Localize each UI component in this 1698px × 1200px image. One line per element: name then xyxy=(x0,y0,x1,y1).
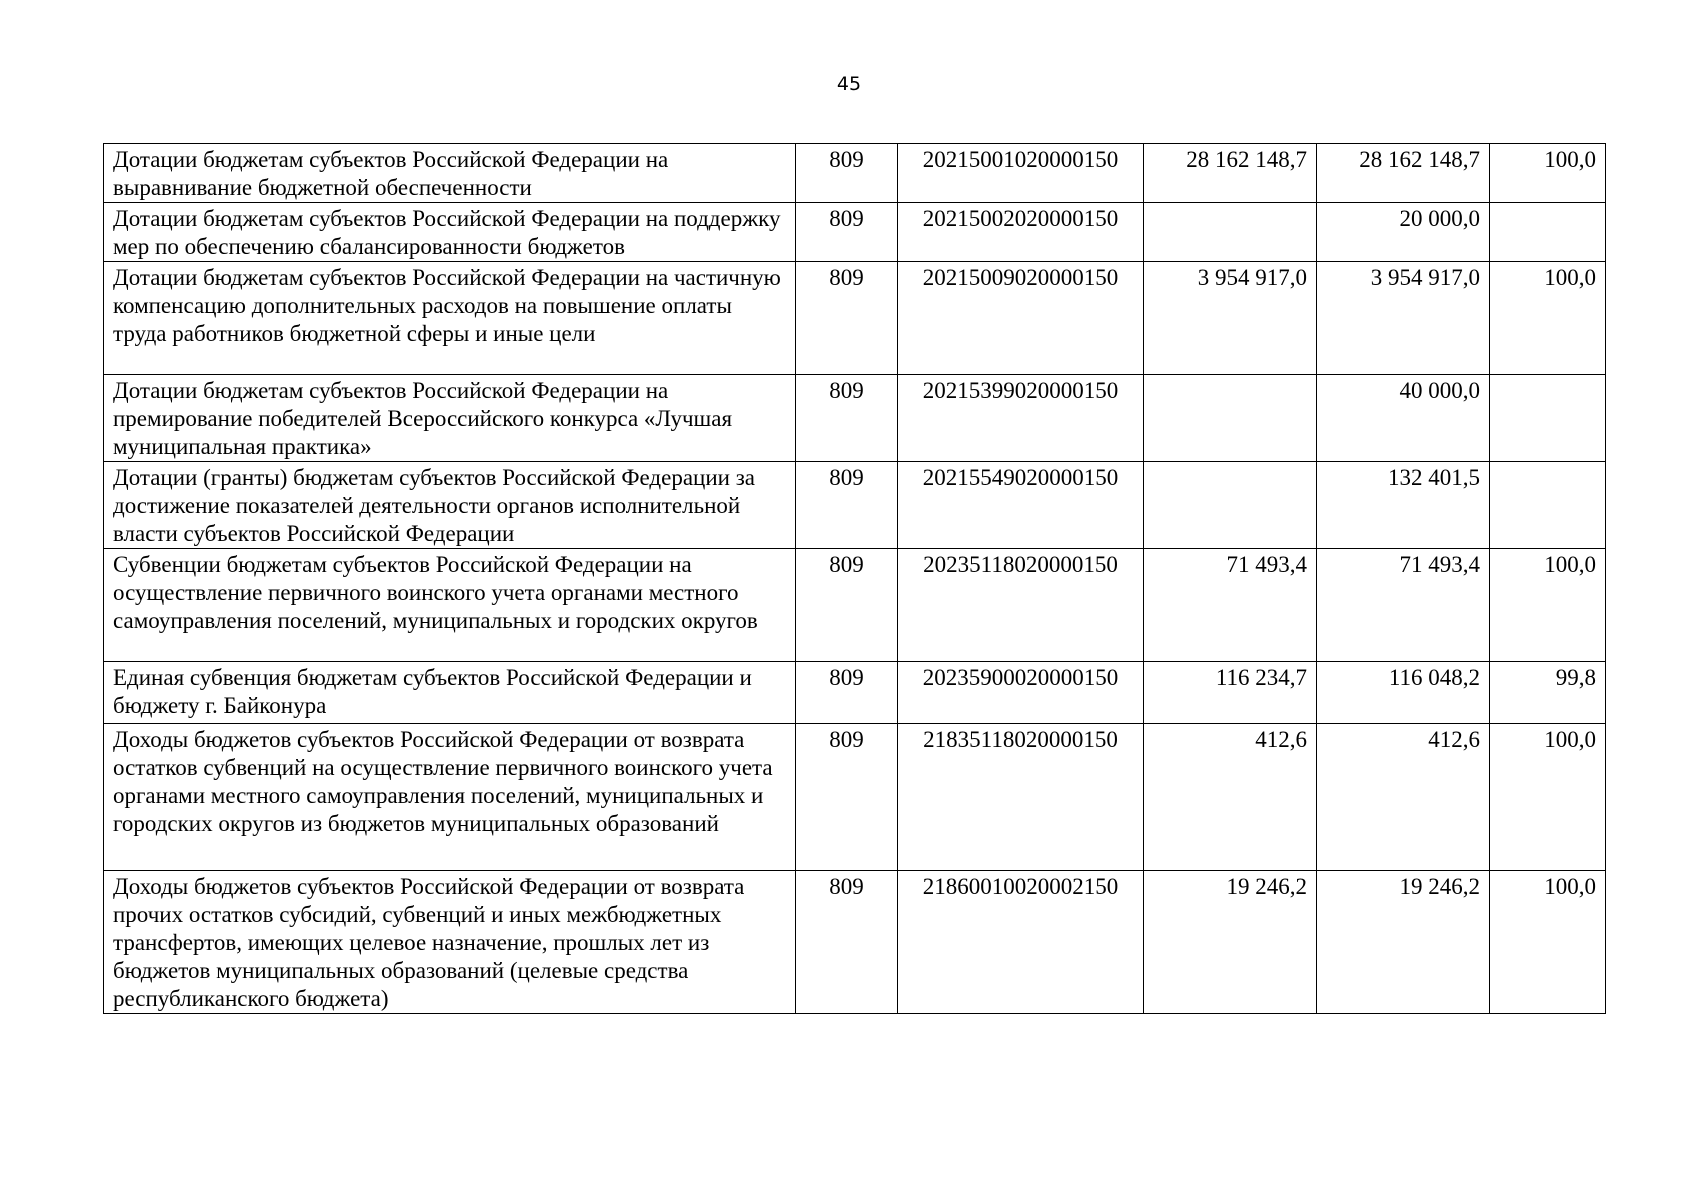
budget-code-cell: 20215399020000150 xyxy=(898,375,1144,462)
actual-amount-cell: 19 246,2 xyxy=(1317,871,1490,1014)
budget-code-cell: 20235900020000150 xyxy=(898,662,1144,724)
page-number: 45 xyxy=(836,73,862,95)
planned-amount-cell xyxy=(1144,462,1317,549)
revenue-name-cell: Дотации бюджетам субъектов Российской Федерации на выравнивание бюджетной обеспеченности xyxy=(104,144,796,203)
revenue-name-cell: Единая субвенция бюджетам субъектов Российской Федерации и бюджету г. Байконура xyxy=(104,662,796,724)
planned-amount-cell: 412,6 xyxy=(1144,724,1317,871)
planned-amount-cell: 19 246,2 xyxy=(1144,871,1317,1014)
actual-amount-cell: 71 493,4 xyxy=(1317,549,1490,662)
admin-code-cell: 809 xyxy=(796,871,898,1014)
budget-code-cell: 20215549020000150 xyxy=(898,462,1144,549)
table-row xyxy=(104,549,1606,662)
percent-cell: 100,0 xyxy=(1490,871,1606,1014)
percent-cell: 99,8 xyxy=(1490,662,1606,724)
revenue-name-cell: Дотации бюджетам субъектов Российской Федерации на премирование победителей Всероссийского конкурса «Лучшая муниципальная практика» xyxy=(104,375,796,462)
admin-code-cell: 809 xyxy=(796,724,898,871)
admin-code-cell: 809 xyxy=(796,203,898,262)
revenue-name-cell: Дотации бюджетам субъектов Российской Федерации на поддержку мер по обеспечению сбалансированности бюджетов xyxy=(104,203,796,262)
table-row xyxy=(104,375,1606,462)
budget-code-cell: 20215002020000150 xyxy=(898,203,1144,262)
actual-amount-cell: 116 048,2 xyxy=(1317,662,1490,724)
table-row xyxy=(104,662,1606,724)
actual-amount-cell: 28 162 148,7 xyxy=(1317,144,1490,203)
percent-cell xyxy=(1490,462,1606,549)
planned-amount-cell: 116 234,7 xyxy=(1144,662,1317,724)
actual-amount-cell: 40 000,0 xyxy=(1317,375,1490,462)
planned-amount-cell: 71 493,4 xyxy=(1144,549,1317,662)
admin-code-cell: 809 xyxy=(796,144,898,203)
admin-code-cell: 809 xyxy=(796,262,898,375)
percent-cell: 100,0 xyxy=(1490,262,1606,375)
planned-amount-cell: 3 954 917,0 xyxy=(1144,262,1317,375)
table-row xyxy=(104,144,1606,203)
budget-code-cell: 21860010020002150 xyxy=(898,871,1144,1014)
revenue-name-cell: Дотации (гранты) бюджетам субъектов Российской Федерации за достижение показателей деятельности органов исполнительной власти субъектов Российской Федерации xyxy=(104,462,796,549)
admin-code-cell: 809 xyxy=(796,549,898,662)
revenue-name-cell: Доходы бюджетов субъектов Российской Федерации от возврата остатков субвенций на осуществление первичного воинского учета органами местного самоуправления поселений, муниципальных и городских округов из бюджетов муниципальных образований xyxy=(104,724,796,871)
planned-amount-cell: 28 162 148,7 xyxy=(1144,144,1317,203)
actual-amount-cell: 20 000,0 xyxy=(1317,203,1490,262)
admin-code-cell: 809 xyxy=(796,662,898,724)
percent-cell xyxy=(1490,203,1606,262)
budget-code-cell: 21835118020000150 xyxy=(898,724,1144,871)
percent-cell: 100,0 xyxy=(1490,144,1606,203)
table-row xyxy=(104,462,1606,549)
percent-cell: 100,0 xyxy=(1490,549,1606,662)
actual-amount-cell: 3 954 917,0 xyxy=(1317,262,1490,375)
admin-code-cell: 809 xyxy=(796,462,898,549)
planned-amount-cell xyxy=(1144,203,1317,262)
admin-code-cell: 809 xyxy=(796,375,898,462)
actual-amount-cell: 132 401,5 xyxy=(1317,462,1490,549)
table-row xyxy=(104,724,1606,871)
revenue-name-cell: Субвенции бюджетам субъектов Российской Федерации на осуществление первичного воинского учета органами местного самоуправления поселений, муниципальных и городских округов xyxy=(104,549,796,662)
budget-code-cell: 20215009020000150 xyxy=(898,262,1144,375)
budget-code-cell: 20215001020000150 xyxy=(898,144,1144,203)
percent-cell: 100,0 xyxy=(1490,724,1606,871)
table-row xyxy=(104,203,1606,262)
revenue-name-cell: Доходы бюджетов субъектов Российской Федерации от возврата прочих остатков субсидий, субвенций и иных межбюджетных трансфертов, имеющих целевое назначение, прошлых лет из бюджетов муниципальных образований (целевые средства республиканского бюджета) xyxy=(104,871,796,1014)
revenue-name-cell: Дотации бюджетам субъектов Российской Федерации на частичную компенсацию дополнительных расходов на повышение оплаты труда работников бюджетной сферы и иные цели xyxy=(104,262,796,375)
planned-amount-cell xyxy=(1144,375,1317,462)
percent-cell xyxy=(1490,375,1606,462)
budget-table xyxy=(103,143,1606,1014)
table-row xyxy=(104,871,1606,1014)
budget-code-cell: 20235118020000150 xyxy=(898,549,1144,662)
table-row xyxy=(104,262,1606,375)
actual-amount-cell: 412,6 xyxy=(1317,724,1490,871)
